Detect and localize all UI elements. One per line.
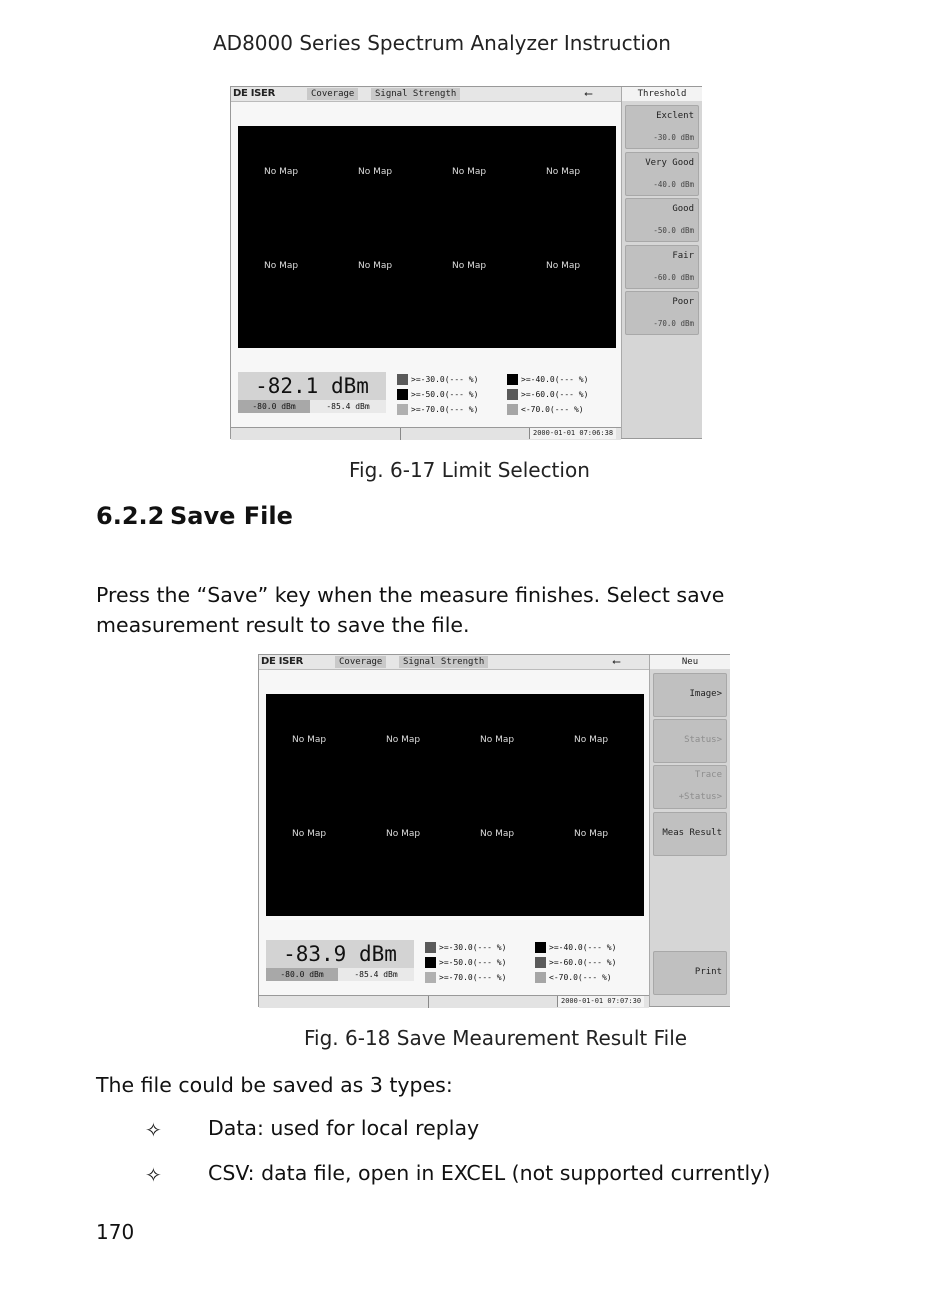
threshold-key-value: -30.0 dBm (653, 133, 694, 142)
no-map-label: No Map (264, 167, 299, 177)
threshold-key-value: -50.0 dBm (653, 226, 694, 235)
legend-item (535, 957, 616, 968)
menu-key[interactable] (653, 719, 727, 763)
legend-item (535, 972, 612, 983)
tab-coverage: Coverage (307, 88, 358, 100)
threshold-key[interactable] (625, 291, 699, 335)
menu-key-label: +Status> (678, 792, 722, 802)
no-map-label: No Map (452, 261, 487, 271)
softkey-panel (621, 87, 702, 438)
threshold-key[interactable] (625, 198, 699, 242)
section-title: Save File (170, 502, 293, 530)
legend-label: >=-50.0(--- %) (439, 958, 507, 967)
bullet-text: Data: used for local replay (208, 1116, 480, 1140)
legend-swatch (507, 374, 518, 385)
legend-label: <-70.0(--- %) (521, 405, 584, 414)
signal-readout: -82.1 dBm (238, 372, 386, 400)
legend-swatch (425, 957, 436, 968)
menu-key-label: Image> (689, 689, 722, 699)
tab-coverage: Coverage (335, 656, 386, 668)
no-map-label: No Map (574, 735, 609, 745)
bullet-text: CSV: data file, open in EXCEL (not supported currently) (208, 1161, 771, 1185)
menu-key-label: Print (694, 967, 722, 977)
legend-label: >=-70.0(--- %) (439, 973, 507, 982)
legend-label: >=-40.0(--- %) (521, 375, 589, 384)
status-topbar (259, 655, 649, 670)
threshold-key[interactable] (625, 105, 699, 149)
legend-swatch (535, 972, 546, 983)
readout-max: -80.0 dBm (238, 400, 310, 413)
threshold-key[interactable] (625, 152, 699, 196)
coverage-map (238, 126, 616, 348)
legend-item (425, 942, 506, 953)
legend-label: >=-70.0(--- %) (411, 405, 479, 414)
no-map-label: No Map (452, 167, 487, 177)
tab-signal-strength: Signal Strength (371, 88, 460, 100)
legend-label: >=-40.0(--- %) (549, 943, 617, 952)
softkey-panel (649, 655, 730, 1006)
readout-min: -85.4 dBm (310, 400, 386, 413)
legend-item (535, 942, 616, 953)
no-map-label: No Map (358, 261, 393, 271)
legend-item (507, 389, 588, 400)
analyzer-screenshot-save-result (258, 654, 730, 1007)
no-map-label: No Map (546, 261, 581, 271)
readout-min: -85.4 dBm (338, 968, 414, 981)
threshold-key-value: -60.0 dBm (653, 272, 694, 282)
status-topbar (231, 87, 621, 102)
signal-readout: -83.9 dBm (266, 940, 414, 968)
legend-swatch (535, 942, 546, 953)
legend-label: >=-60.0(--- %) (521, 390, 589, 399)
readout-max: -80.0 dBm (266, 968, 338, 981)
section-heading (96, 502, 293, 530)
threshold-key-label: Exclent (656, 111, 694, 121)
legend-swatch (425, 972, 436, 983)
legend-label: >=-30.0(--- %) (411, 375, 479, 384)
usb-icon: ⭠ (584, 87, 593, 100)
menu-key-label: Trace (694, 770, 722, 780)
bullet-icon: ✧ (145, 1163, 162, 1187)
legend-swatch (507, 404, 518, 415)
status-divider (428, 996, 429, 1008)
softkey-panel-title: Neu (650, 655, 730, 669)
legend-item (397, 374, 478, 385)
status-divider (400, 428, 401, 440)
threshold-key-label: Good (672, 204, 694, 214)
legend-swatch (425, 942, 436, 953)
legend-item (425, 957, 506, 968)
page-number: 170 (96, 1220, 135, 1244)
brand-logo: DE ISER (261, 656, 303, 667)
threshold-key-label: Poor (672, 297, 694, 307)
legend-item (397, 404, 478, 415)
legend-label: >=-60.0(--- %) (549, 958, 617, 967)
threshold-key-label: Fair (672, 250, 694, 261)
figure-caption: Fig. 6-18 Save Meaurement Result File (304, 1026, 688, 1050)
threshold-key[interactable] (625, 245, 699, 289)
bullet-icon: ✧ (145, 1118, 162, 1142)
bottom-status-bar (231, 427, 621, 440)
legend-item (507, 374, 588, 385)
no-map-label: No Map (480, 735, 515, 745)
threshold-key-value: -70.0 dBm (653, 319, 694, 328)
no-map-label: No Map (386, 735, 421, 745)
threshold-key-label: Very Good (645, 157, 694, 168)
paragraph: Press the “Save” key when the measure finishes. Select save measurement result to save the file. (96, 583, 725, 637)
no-map-label: No Map (386, 829, 421, 839)
menu-key[interactable] (653, 951, 727, 995)
no-map-label: No Map (574, 829, 609, 839)
menu-key[interactable] (653, 812, 727, 856)
legend-swatch (397, 374, 408, 385)
menu-key[interactable] (653, 765, 727, 809)
bottom-status-bar (259, 995, 649, 1008)
legend-item (397, 389, 478, 400)
no-map-label: No Map (480, 829, 515, 839)
analyzer-screenshot-limit-selection (230, 86, 702, 439)
no-map-label: No Map (264, 261, 299, 271)
legend-swatch (507, 389, 518, 400)
no-map-label: No Map (546, 167, 581, 177)
no-map-label: No Map (358, 167, 393, 177)
threshold-key-value: -40.0 dBm (653, 179, 694, 189)
figure-caption: Fig. 6-17 Limit Selection (349, 458, 590, 482)
no-map-label: No Map (292, 735, 327, 745)
running-header: AD8000 Series Spectrum Analyzer Instruction (213, 31, 671, 55)
menu-key-label: Meas Result (662, 828, 722, 838)
coverage-map (266, 694, 644, 916)
timestamp: 2000-01-01 07:07:30 (557, 996, 644, 1007)
menu-key[interactable] (653, 673, 727, 717)
legend-label: >=-50.0(--- %) (411, 390, 479, 399)
legend-swatch (397, 389, 408, 400)
legend-swatch (397, 404, 408, 415)
timestamp: 2000-01-01 07:06:38 (529, 428, 616, 439)
legend-label: >=-30.0(--- %) (439, 943, 507, 952)
usb-icon: ⭠ (612, 655, 621, 668)
legend-label: <-70.0(--- %) (549, 973, 612, 982)
legend-swatch (535, 957, 546, 968)
brand-logo: DE ISER (233, 88, 275, 99)
menu-key-label: Status> (684, 735, 722, 745)
section-number: 6.2.2 (96, 502, 165, 530)
legend-item (425, 972, 506, 983)
softkey-panel-title: Threshold (622, 87, 702, 101)
legend-item (507, 404, 584, 415)
paragraph: The file could be saved as 3 types: (96, 1073, 453, 1097)
no-map-label: No Map (292, 829, 327, 839)
tab-signal-strength: Signal Strength (399, 656, 488, 668)
